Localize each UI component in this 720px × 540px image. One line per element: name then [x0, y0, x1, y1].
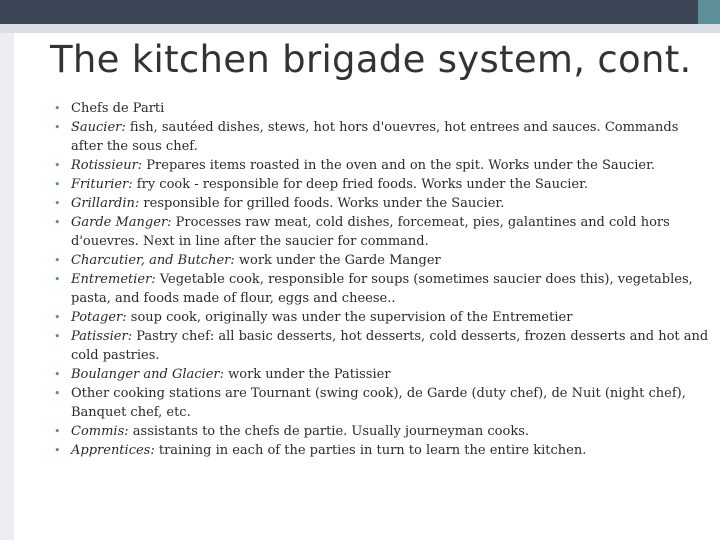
list-item — [54, 422, 710, 441]
header-accent — [698, 0, 720, 24]
item-term: Saucier: — [71, 120, 126, 135]
list-item — [54, 365, 710, 384]
item-term: Grillardin: — [71, 196, 140, 211]
list-item — [54, 213, 710, 251]
item-term: Charcutier, and Butcher: — [71, 253, 235, 268]
list-item — [54, 99, 710, 118]
item-text: fry cook - responsible for deep fried foods. Works under the Saucier. — [132, 177, 589, 192]
item-term: Entremetier: — [71, 272, 156, 287]
header-bar — [0, 0, 698, 24]
list-item — [54, 270, 710, 308]
slide-title: The kitchen brigade system, cont. — [50, 38, 692, 81]
item-text: fish, sautéed dishes, stews, hot hors d'ouevres, hot entrees and sauces. Commands after the sous chef. — [71, 120, 679, 154]
item-term: Patissier: — [71, 329, 133, 344]
item-term: Commis: — [71, 424, 129, 439]
list-item — [54, 308, 710, 327]
list-item — [54, 251, 710, 270]
item-term: Boulanger and Glacier: — [71, 367, 224, 382]
item-text: work under the Garde Manger — [234, 253, 441, 268]
list-item — [54, 384, 710, 422]
item-term: Rotissieur: — [71, 158, 143, 173]
list-item — [54, 156, 710, 175]
list-item — [54, 441, 710, 460]
item-term: Garde Manger: — [71, 215, 172, 230]
item-text: Other cooking stations are Tournant (swing cook), de Garde (duty chef), de Nuit (night chef), Banquet chef, etc. — [71, 386, 686, 420]
item-text: Pastry chef: all basic desserts, hot desserts, cold desserts, frozen desserts and hot and cold pastries. — [71, 329, 709, 363]
item-text: Vegetable cook, responsible for soups (sometimes saucier does this), vegetables, pasta, and foods made of flour, eggs and cheese.. — [71, 272, 693, 306]
item-text: Chefs de Parti — [71, 101, 165, 116]
item-term: Apprentices: — [71, 443, 155, 458]
item-text: Prepares items roasted in the oven and on the spit. Works under the Saucier. — [142, 158, 656, 173]
left-sidebar-strip — [0, 33, 14, 540]
item-text: assistants to the chefs de partie. Usually journeyman cooks. — [128, 424, 530, 439]
slide-content — [54, 99, 710, 460]
item-text: soup cook, originally was under the supervision of the Entremetier — [126, 310, 573, 325]
list-item — [54, 327, 710, 365]
list-item — [54, 118, 710, 156]
item-term: Friturier: — [71, 177, 133, 192]
bullet-list — [54, 99, 710, 460]
item-text: responsible for grilled foods. Works under the Saucier. — [139, 196, 505, 211]
list-item — [54, 194, 710, 213]
item-text: work under the Patissier — [224, 367, 391, 382]
header-stripe — [0, 24, 720, 33]
item-text: Processes raw meat, cold dishes, forcemeat, pies, galantines and cold hors d'ouevres. Next in line after the saucier for command. — [71, 215, 670, 249]
item-term: Potager: — [71, 310, 127, 325]
list-item — [54, 175, 710, 194]
item-text: training in each of the parties in turn to learn the entire kitchen. — [154, 443, 587, 458]
